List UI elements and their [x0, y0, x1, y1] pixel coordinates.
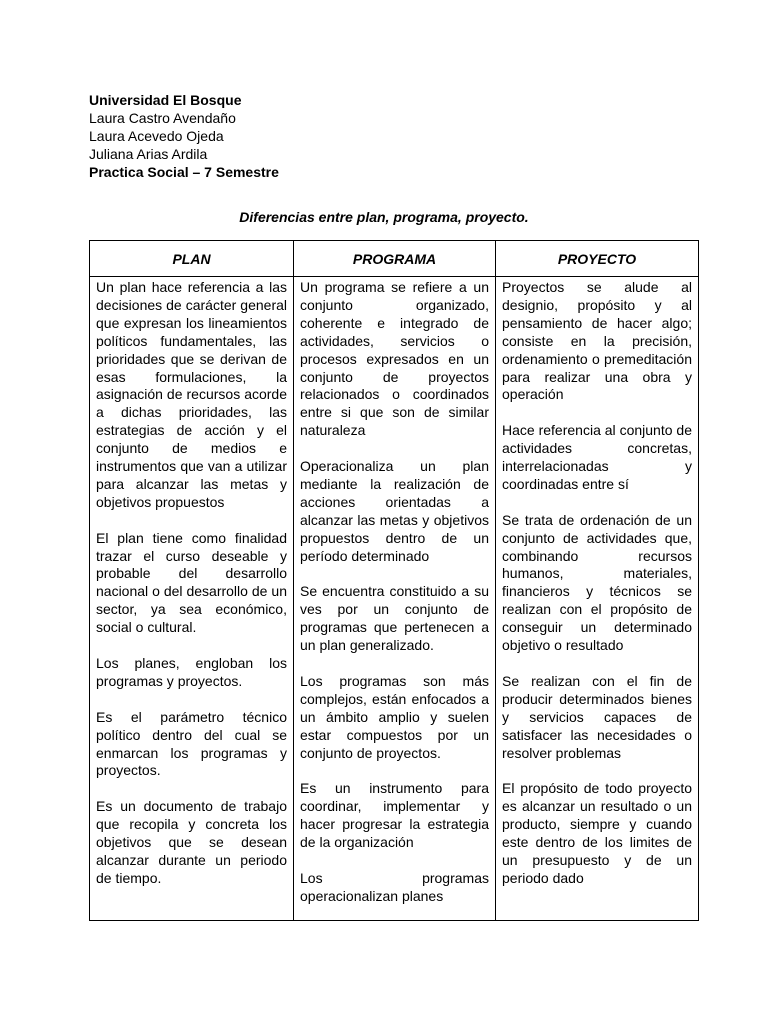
programa-paragraph: Se encuentra constituido a su ves por un conjunto de programas que pertenecen a un plan generalizado. [300, 583, 489, 654]
column-header-plan: PLAN [172, 250, 211, 267]
plan-paragraph: El plan tiene como finalidad trazar el curso deseable y probable del desarrollo nacional o del desarrollo de un sector, ya sea económico, social o cultural. [96, 529, 287, 636]
comparison-table [89, 240, 699, 921]
programa-paragraph: Los programas operacionalizan planes [300, 869, 489, 904]
proyecto-paragraph: Proyectos se alude al designio, propósito y al pensamiento de hacer algo; consiste en la precisión, ordenamiento o premeditación para realizar una obra y operación [502, 279, 692, 403]
plan-cell [90, 277, 293, 920]
programa-paragraph: Es un instrumento para coordinar, implementar y hacer progresar la estrategia de la organización [300, 780, 489, 851]
programa-paragraph: Un programa se refiere a un conjunto organizado, coherente e integrado de actividades, servicios o procesos expresados en un conjunto de proyectos relacionados o coordinados entre si que son de similar naturaleza [300, 279, 489, 439]
proyecto-paragraph: Se trata de ordenación de un conjunto de actividades que, combinando recursos humanos, materiales, financieros y técnicos se realizan con el propósito de conseguir un determinado objetivo o resultado [502, 511, 692, 654]
author-name: Juliana Arias Ardila [89, 146, 208, 162]
author-name: Laura Castro Avendaño [89, 110, 236, 126]
proyecto-paragraph: El propósito de todo proyecto es alcanzar un resultado o un producto, siempre y cuando este dentro de los limites de un presupuesto y de un periodo dado [502, 780, 692, 886]
table-header-row [90, 241, 698, 277]
plan-paragraph: Un plan hace referencia a las decisiones de carácter general que expresan los lineamientos políticos fundamentales, las prioridades que se derivan de esas formulaciones, la asignación de recursos acorde a dichas prioridades, las estrategias de acción y el conjunto de medios e instrumentos que van a utilizar para alcanzar las metas y objetivos propuestos [96, 279, 287, 510]
document-header [89, 91, 279, 181]
programa-paragraph: Operacionaliza un plan mediante la realización de acciones orientadas a alcanzar las metas y objetivos propuestos dentro de un período determinado [300, 458, 489, 564]
plan-paragraph: Es el parámetro técnico político dentro del cual se enmarcan los programas y proyectos. [96, 708, 287, 779]
proyecto-paragraph: Hace referencia al conjunto de actividades concretas, interrelacionadas y coordinadas entre sí [502, 422, 692, 492]
proyecto-cell [495, 277, 698, 920]
proyecto-paragraph: Se realizan con el fin de producir determinados bienes y servicios capaces de satisfacer las necesidades o resolver problemas [502, 672, 692, 761]
course-name: Practica Social – 7 Semestre [89, 164, 279, 180]
plan-paragraph: Es un documento de trabajo que recopila y concreta los objetivos que se desean alcanzar durante un periodo de tiempo. [96, 798, 287, 886]
author-name: Laura Acevedo Ojeda [89, 128, 224, 144]
column-header-programa: PROGRAMA [293, 241, 495, 276]
document-title: Diferencias entre plan, programa, proyecto. [239, 209, 529, 225]
plan-paragraph: Los planes, engloban los programas y proyectos. [96, 655, 287, 689]
table-body-row [90, 277, 698, 920]
programa-paragraph: Los programas son más complejos, están enfocados a un ámbito amplio y suelen estar compuestos por un conjunto de proyectos. [300, 672, 489, 761]
column-header-proyecto: PROYECTO [495, 241, 698, 276]
programa-cell [293, 277, 495, 920]
university-name: Universidad El Bosque [89, 92, 242, 108]
